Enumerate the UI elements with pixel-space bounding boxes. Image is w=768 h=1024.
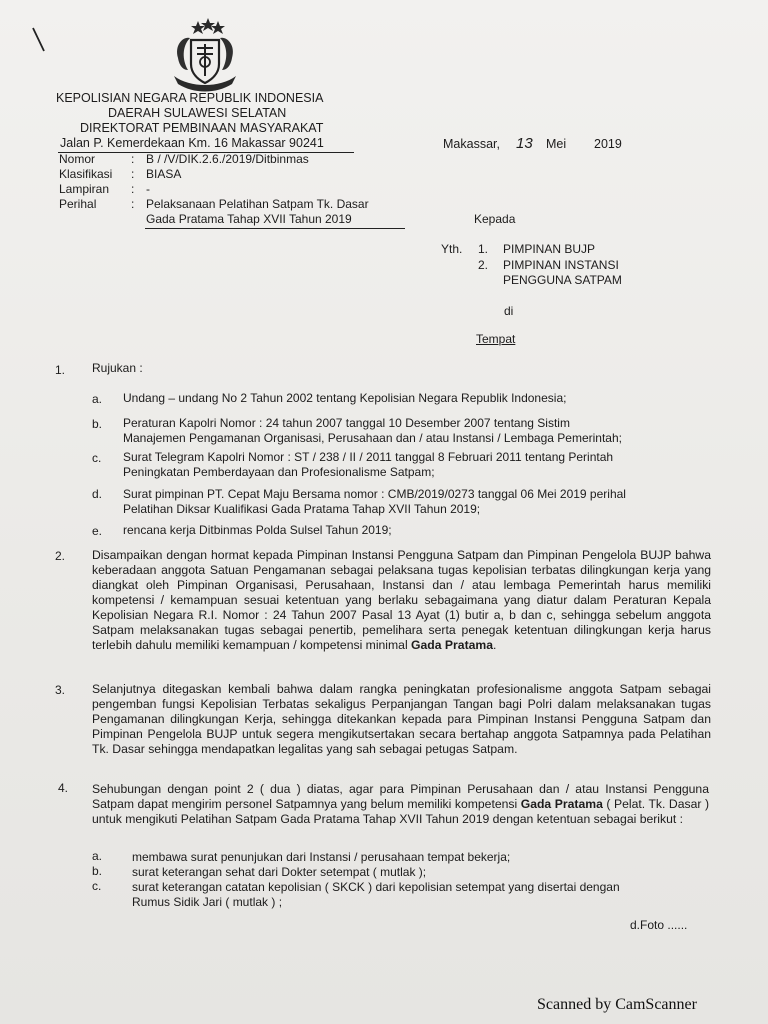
perihal-underline (145, 228, 405, 229)
date-year: 2019 (594, 137, 622, 151)
pen-mark (30, 26, 50, 56)
section-3-number: 3. (55, 683, 66, 697)
ref-d-line1: Surat pimpinan PT. Cepat Maju Bersama nomor : CMB/2019/0273 tanggal 06 Mei 2019 perihal (123, 487, 626, 501)
perihal-label: Perihal (59, 197, 97, 211)
letterhead-line3: DIREKTORAT PEMBINAAN MASYARAKAT (80, 121, 324, 135)
section-2-text: Disampaikan dengan hormat kepada Pimpinan Instansi Pengguna Satpam dan Pimpinan Pengelola BUJP bahwa keberadaan anggota Satuan Pengamanan sebagai pelaksana tugas kepolisian terbatas dilingkungan kerja yang diangkat oleh Pimpinan Organisasi, Perusahaan, Instansi dan / atau lembaga Pemerintah harus memiliki kompetensi / kemampuan sesuai ketentuan yang berlaku sebagaimana yang diatur dalam Peraturan Kepala Kepolisian Negara R.I. Nomor : 24 Tahun 2007 Pasal 13 Ayat (1) butir a, b dan c, sehingga sebelum anggota Satpam melaksanakan tugas sebagai penertib, pemelihara serta penegak ketentuan dilingkungan kerja harus terlebih dahulu memiliki kemampuan / kompetensi minimal (92, 548, 711, 652)
letterhead-line2: DAERAH SULAWESI SELATAN (108, 106, 287, 120)
date-month: Mei (546, 137, 567, 151)
nomor-label: Nomor (59, 152, 96, 166)
section-4-number: 4. (58, 781, 69, 795)
ref-e-text: rencana kerja Ditbinmas Polda Sulsel Tahun 2019; (123, 523, 392, 537)
ref-e-label: e. (92, 524, 103, 538)
letterhead-address: Jalan P. Kemerdekaan Km. 16 Makassar 90241 (60, 136, 324, 150)
section-4-post: ( Pelat. Tk. Dasar ) untuk mengikuti Pelatihan Satpam Gada Pratama Tahap XVII Tahun 2019 dengan ketentuan sebagai berikut : (92, 797, 710, 826)
klasifikasi-colon: : (131, 167, 135, 181)
req-b-text: surat keterangan sehat dari Dokter setempat ( mutlak ); (132, 865, 427, 879)
letterhead-line1: KEPOLISIAN NEGARA REPUBLIK INDONESIA (56, 91, 324, 105)
perihal-colon: : (131, 197, 135, 211)
perihal-line1: Pelaksanaan Pelatihan Satpam Tk. Dasar (146, 197, 369, 211)
section-2-number: 2. (55, 549, 66, 563)
ref-d-label: d. (92, 487, 103, 501)
recipient-1-number: 1. (478, 242, 489, 256)
klasifikasi-label: Klasifikasi (59, 167, 113, 181)
section-1-title: Rujukan : (92, 361, 143, 375)
ref-b-label: b. (92, 417, 103, 431)
req-c-text: surat keterangan catatan kepolisian ( SKCK ) dari kepolisian setempat yang disertai dengan (132, 880, 620, 894)
recipient-2-line1: PIMPINAN INSTANSI (503, 258, 619, 272)
section-4-paragraph (92, 782, 709, 827)
recipient-1: PIMPINAN BUJP (503, 242, 596, 256)
ref-a-label: a. (92, 392, 103, 406)
req-b-label: b. (92, 864, 103, 878)
perihal-line2: Gada Pratama Tahap XVII Tahun 2019 (146, 212, 352, 226)
section-2-paragraph (92, 548, 711, 653)
date-day: 13 (516, 135, 533, 152)
section-4-bold-term: Gada Pratama (520, 797, 603, 811)
tempat-label: Tempat (476, 332, 516, 346)
nomor-value: B / /V/DIK.2.6./2019/Ditbinmas (146, 152, 309, 166)
di-label: di (504, 304, 514, 318)
section-2-end: . (493, 638, 497, 652)
lampiran-value: - (146, 182, 150, 196)
continued-note: d.Foto ...... (630, 918, 688, 932)
recipient-2-number: 2. (478, 258, 489, 272)
ref-a-text: Undang – undang No 2 Tahun 2002 tentang Kepolisian Negara Republik Indonesia; (123, 391, 567, 405)
section-4-pre: Sehubungan dengan point 2 ( dua ) diatas, agar para Pimpinan Perusahaan dan / atau Instansi Pengguna Satpam dapat mengirim personel Satpamnya yang belum memiliki kompetensi (92, 782, 709, 811)
ref-c-label: c. (92, 451, 102, 465)
camscanner-watermark: Scanned by CamScanner (537, 996, 697, 1013)
section-2-bold-term: Gada Pratama (411, 638, 494, 652)
ref-d-line2: Pelatihan Diksar Kualifikasi Gada Pratama Tahap XVII Tahun 2019; (123, 502, 481, 516)
klasifikasi-value: BIASA (146, 167, 182, 181)
nomor-colon: : (131, 152, 135, 166)
police-emblem-icon (160, 18, 250, 92)
lampiran-colon: : (131, 182, 135, 196)
date-city: Makassar, (443, 137, 500, 151)
section-3-paragraph: Selanjutnya ditegaskan kembali bahwa dalam rangka peningkatan profesionalisme anggota Satpam sebagai pengemban fungsi Kepolisian Terbatas sekaligus Perpanjangan Tangan bagi Polri dalam melaksanakan tugas Pengamanan dilingkungan Kerja, sehingga ditekankan kepada para Pimpinan Instansi Pengguna Satpam dan Pimpinan Pengelola BUJP untuk segera mengikutsertakan secara bertahap anggota Satpamnya pada Pelatihan Tk. Dasar sehingga mendapatkan legalitas yang sah sebagai petugas Satpam. (92, 682, 711, 756)
ref-c-line2: Peningkatan Pemberdayaan dan Profesionalisme Satpam; (123, 465, 435, 479)
req-c-label: c. (92, 879, 102, 893)
section-1-number: 1. (55, 363, 66, 377)
lampiran-label: Lampiran (59, 182, 110, 196)
ref-b-line2: Manajemen Pengamanan Organisasi, Perusahaan dan / atau Instansi / Lembaga Pemerintah; (123, 431, 622, 445)
recipient-2-line2: PENGGUNA SATPAM (503, 273, 622, 287)
yth-label: Yth. (441, 242, 463, 256)
req-c-continuation: Rumus Sidik Jari ( mutlak ) ; (132, 895, 283, 909)
req-a-text: membawa surat penunjukan dari Instansi / perusahaan tempat bekerja; (132, 850, 511, 864)
ref-c-line1: Surat Telegram Kapolri Nomor : ST / 238 / II / 2011 tanggal 8 Februari 2011 tentang Perintah (123, 450, 614, 464)
ref-b-line1: Peraturan Kapolri Nomor : 24 tahun 2007 tanggal 10 Desember 2007 tentang Sistim (123, 416, 570, 430)
kepada-label: Kepada (474, 212, 516, 226)
req-a-label: a. (92, 849, 103, 863)
